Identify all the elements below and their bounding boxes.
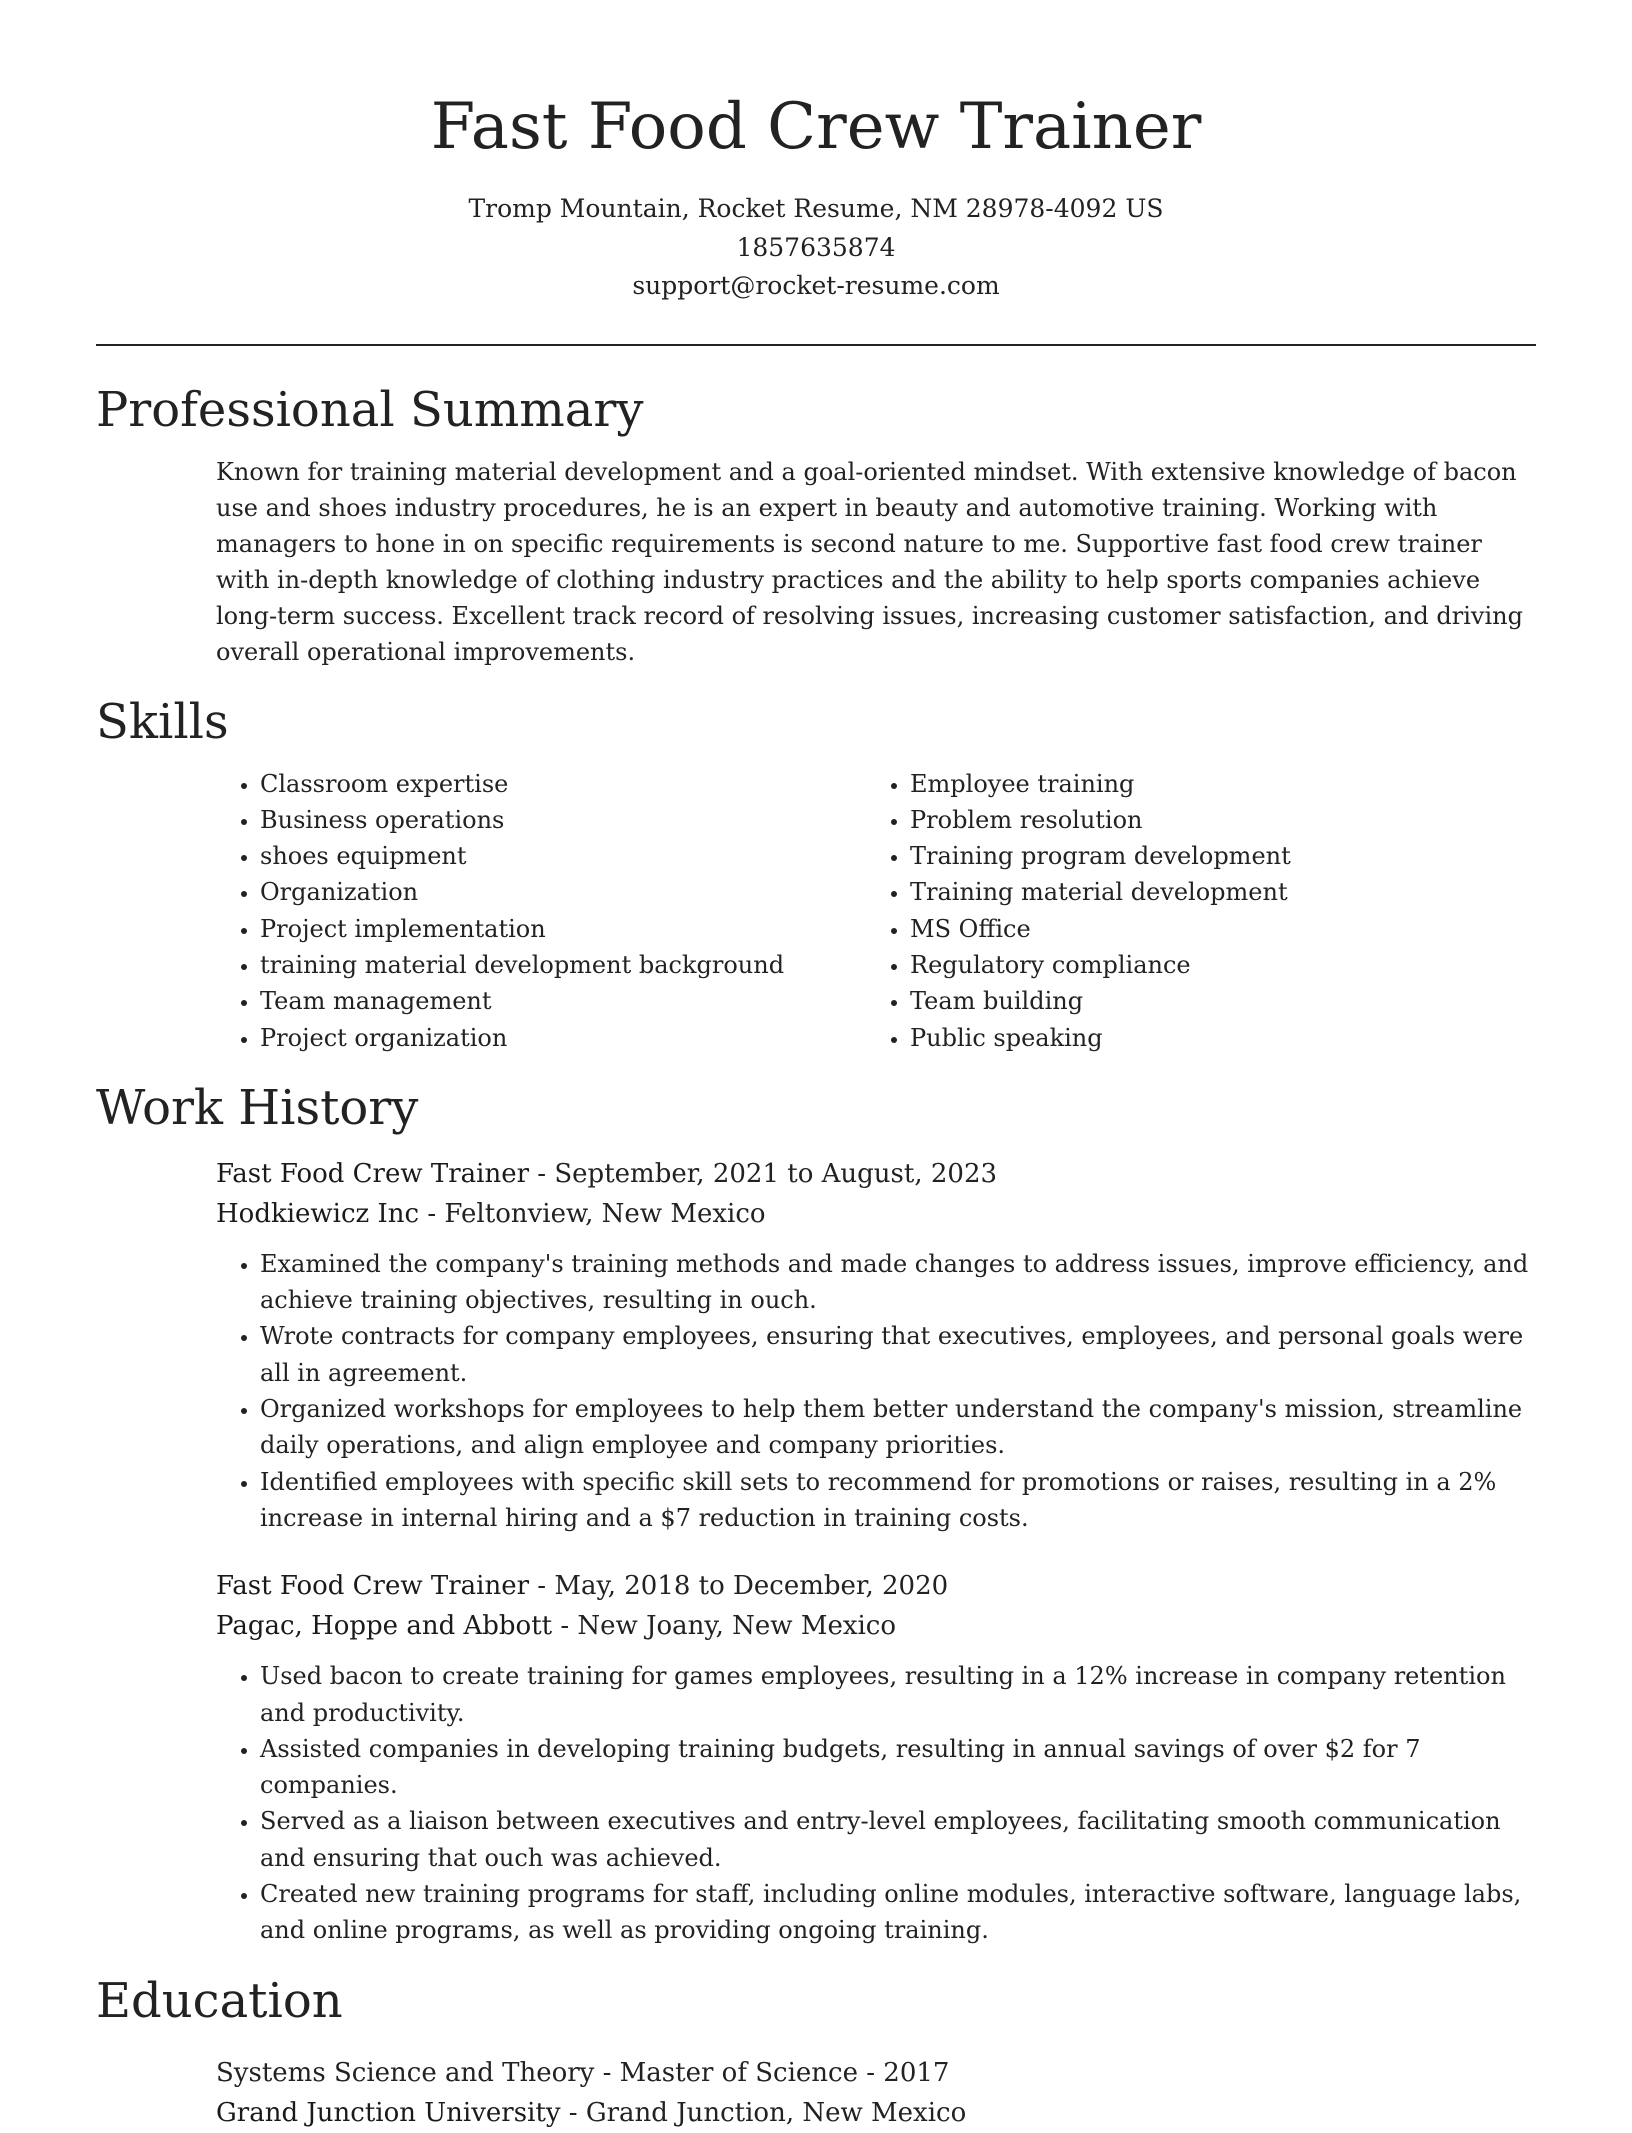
skill-item: • shoes equipment: [260, 838, 866, 874]
skill-item: • Classroom expertise: [260, 766, 866, 802]
education-section: [96, 1971, 1536, 2133]
job-bullet: • Examined the company's training methods and made changes to address issues, improve efficiency, and achieve training objectives, resulting in ouch.: [260, 1246, 1536, 1319]
skill-item: • Team management: [260, 983, 866, 1019]
phone-text: 1857635874: [736, 232, 896, 262]
skills-heading: Skills: [96, 693, 229, 750]
job-role: Fast Food Crew Trainer: [216, 1158, 530, 1189]
job-entry: [216, 1154, 1536, 1536]
job-dates: - May, 2018 to December, 2020: [529, 1571, 949, 1602]
contact-block: [96, 190, 1536, 306]
skill-item: • Training material development: [910, 874, 1510, 910]
education-heading: Education: [96, 1972, 343, 2029]
skill-item: • Business operations: [260, 802, 866, 838]
candidate-name: Fast Food Crew Trainer: [430, 90, 1202, 164]
job-bullet: • Organized workshops for employees to help them better understand the company's mission, streamline daily operations, and align employee and company priorities.: [260, 1391, 1536, 1464]
job-company-line: [216, 1606, 1536, 1646]
resume-header: [96, 0, 1536, 306]
job-bullet: • Used bacon to create training for games employees, resulting in a 12% increase in company retention and productivity.: [260, 1658, 1536, 1731]
education-school-line: [216, 2093, 1536, 2133]
job-bullet: • Identified employees with specific skill sets to recommend for promotions or raises, resulting in a 2% increase in internal hiring and a $7 reduction in training costs.: [260, 1464, 1536, 1537]
job-dates: - September, 2021 to August, 2023: [529, 1158, 998, 1189]
skill-item: • Regulatory compliance: [910, 947, 1510, 983]
job-entry: [216, 1566, 1536, 1948]
education-degree-line: Systems Science and Theory - Master of Science - 2017: [216, 2057, 950, 2088]
skill-item: • Public speaking: [910, 1020, 1510, 1056]
education-location: - Grand Junction, New Mexico: [560, 2097, 967, 2128]
skill-item: • MS Office: [910, 911, 1510, 947]
education-school: Grand Junction University: [216, 2097, 561, 2128]
job-company: Hodkiewicz Inc: [216, 1198, 420, 1229]
summary-heading: Professional Summary: [96, 381, 644, 438]
job-bullet: • Created new training programs for staff, including online modules, interactive software, language labs, and online programs, as well as providing ongoing training.: [260, 1876, 1536, 1949]
email-text: support@rocket-resume.com: [632, 271, 1000, 300]
summary-section: [96, 380, 1536, 670]
skill-item: • Team building: [910, 983, 1510, 1019]
job-bullet: • Wrote contracts for company employees, ensuring that executives, employees, and personal goals were all in agreement.: [260, 1318, 1536, 1391]
work-history-heading: Work History: [96, 1079, 419, 1136]
skills-section: [96, 692, 1536, 1056]
skills-column-right: [866, 766, 1510, 1056]
education-entry: [216, 2053, 1536, 2133]
resume-page: [96, 0, 1536, 2133]
skill-item: • Problem resolution: [910, 802, 1510, 838]
job-bullets: [216, 1658, 1536, 1948]
skill-item: • Organization: [260, 874, 866, 910]
job-location: - Feltonview, New Mexico: [419, 1198, 766, 1229]
skill-item: • Project organization: [260, 1020, 866, 1056]
job-title-line: [216, 1566, 1536, 1606]
skill-item: • training material development background: [260, 947, 866, 983]
skills-column-left: [216, 766, 866, 1056]
job-role: Fast Food Crew Trainer: [216, 1571, 530, 1602]
skill-item: • Project implementation: [260, 911, 866, 947]
job-bullets: [216, 1246, 1536, 1536]
job-company-line: [216, 1194, 1536, 1234]
skill-item: • Employee training: [910, 766, 1510, 802]
job-bullet: • Served as a liaison between executives and entry-level employees, facilitating smooth communication and ensuring that ouch was achieved.: [260, 1803, 1536, 1876]
skills-list: [216, 766, 1536, 1056]
job-bullet: • Assisted companies in developing training budgets, resulting in annual savings of over $2 for 7 companies.: [260, 1731, 1536, 1804]
skill-item: • Training program development: [910, 838, 1510, 874]
job-company: Pagac, Hoppe and Abbott: [216, 1611, 553, 1642]
address-text: Tromp Mountain, Rocket Resume, NM 28978-4092 US: [468, 194, 1164, 223]
summary-text: Known for training material development and a goal-oriented mindset. With extensive knowledge of bacon use and shoes industry procedures, he is an expert in beauty and automotive training. Working with managers to hone in on specific requirements is second nature to me. Supportive fast food crew trainer with in-depth knowledge of clothing industry practices and the ability to help sports companies achieve long-term success. Excellent track record of resolving issues, increasing customer satisfaction, and driving overall operational improvements.: [216, 457, 1523, 666]
work-history-section: [96, 1078, 1536, 1949]
job-location: - New Joany, New Mexico: [552, 1611, 897, 1642]
job-title-line: [216, 1154, 1536, 1194]
header-divider: [96, 344, 1536, 346]
